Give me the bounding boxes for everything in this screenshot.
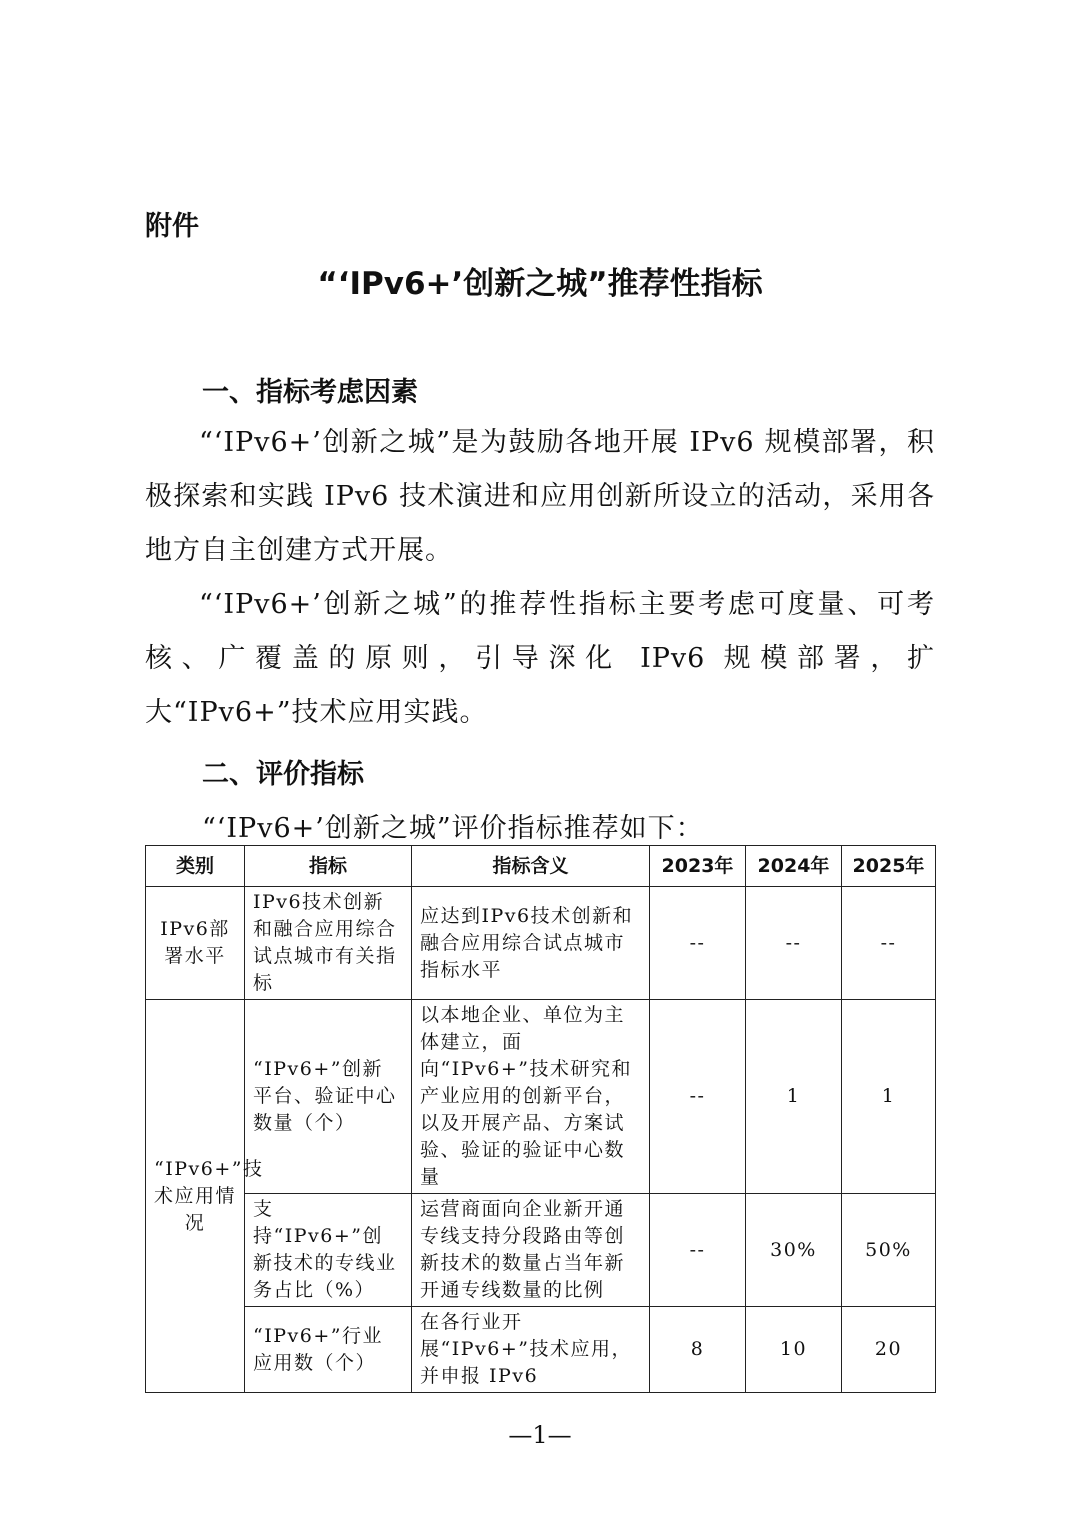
meaning-cell: 运营商面向企业新开通专线支持分段路由等创新技术的数量占当年新开通专线数量的比例 bbox=[412, 1194, 650, 1307]
table-row bbox=[146, 1307, 936, 1393]
header-meaning: 指标含义 bbox=[412, 846, 650, 887]
table-intro: “‘IPv6+’创新之城”评价指标推荐如下： bbox=[202, 813, 704, 844]
metric-cell: “IPv6+”创新平台、验证中心数量（个） bbox=[245, 1000, 412, 1194]
header-2024: 2024年 bbox=[746, 846, 842, 887]
metric-cell: 支持“IPv6+”创新技术的专线业务占比（%） bbox=[245, 1194, 412, 1307]
value-2025-cell: 20 bbox=[842, 1307, 936, 1393]
metrics-table bbox=[145, 845, 936, 1393]
header-metric: 指标 bbox=[245, 846, 412, 887]
section-heading-factors: 一、指标考虑因素 bbox=[202, 377, 418, 408]
value-2025-cell: -- bbox=[842, 887, 936, 1000]
table-header-row bbox=[146, 846, 936, 887]
metric-cell: “IPv6+”行业应用数（个） bbox=[245, 1307, 412, 1393]
meaning-cell: 以本地企业、单位为主体建立，面向“IPv6+”技术研究和产业应用的创新平台，以及开展产品、方案试验、验证的验证中心数量 bbox=[412, 1000, 650, 1194]
value-2024-cell: 10 bbox=[746, 1307, 842, 1393]
value-2023-cell: 8 bbox=[650, 1307, 746, 1393]
meaning-cell: 在各行业开展“IPv6+”技术应用，并申报 IPv6 bbox=[412, 1307, 650, 1393]
value-2025-cell: 1 bbox=[842, 1000, 936, 1194]
value-2024-cell: 30% bbox=[746, 1194, 842, 1307]
value-2023-cell: -- bbox=[650, 1000, 746, 1194]
value-2024-cell: -- bbox=[746, 887, 842, 1000]
value-2023-cell: -- bbox=[650, 1194, 746, 1307]
category-cell: IPv6部署水平 bbox=[146, 887, 245, 1000]
table-row bbox=[146, 887, 936, 1000]
metric-cell: IPv6技术创新和融合应用综合试点城市有关指标 bbox=[245, 887, 412, 1000]
value-2025-cell: 50% bbox=[842, 1194, 936, 1307]
table-row bbox=[146, 1194, 936, 1307]
header-2025: 2025年 bbox=[842, 846, 936, 887]
header-category: 类别 bbox=[146, 846, 245, 887]
page-title: “‘IPv6+’创新之城”推荐性指标 bbox=[317, 266, 763, 302]
header-2023: 2023年 bbox=[650, 846, 746, 887]
page-number: —1— bbox=[508, 1421, 572, 1449]
section-heading-metrics: 二、评价指标 bbox=[202, 759, 364, 790]
value-2024-cell: 1 bbox=[746, 1000, 842, 1194]
paragraph-purpose: “‘IPv6+’创新之城”是为鼓励各地开展 IPv6 规模部署，积极探索和实践 IPv6 技术演进和应用创新所设立的活动，采用各地方自主创建方式开展。 bbox=[145, 427, 935, 566]
paragraph-principles: “‘IPv6+’创新之城”的推荐性指标主要考虑可度量、可考核、广覆盖的原则，引导深化 IPv6 规模部署，扩大“IPv6+”技术应用实践。 bbox=[145, 589, 935, 728]
attachment-label: 附件 bbox=[145, 211, 199, 242]
meaning-cell: 应达到IPv6技术创新和融合应用综合试点城市指标水平 bbox=[412, 887, 650, 1000]
table-row bbox=[146, 1000, 936, 1194]
category-cell: “IPv6+”技术应用情况 bbox=[146, 1000, 245, 1393]
value-2023-cell: -- bbox=[650, 887, 746, 1000]
